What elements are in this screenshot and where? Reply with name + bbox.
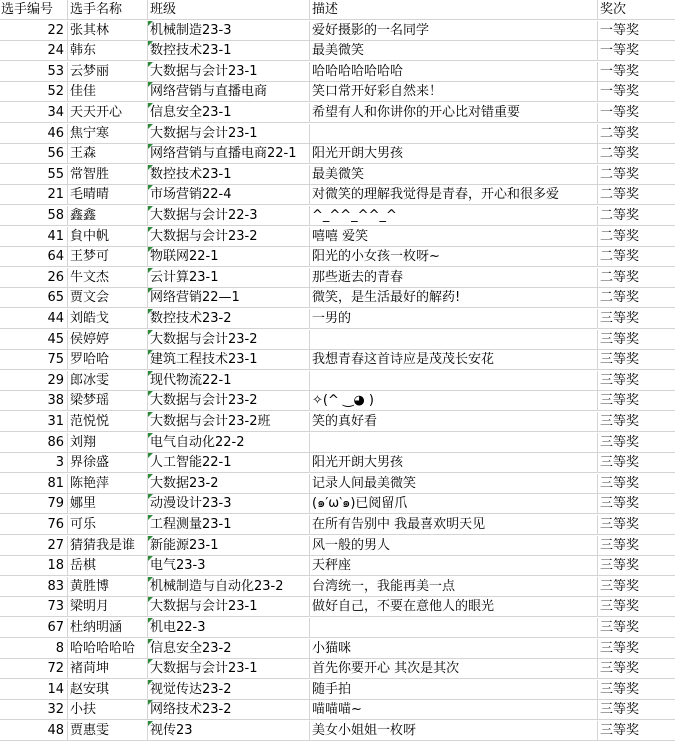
cell-name[interactable]: 罗哈哈: [68, 350, 148, 370]
cell-desc[interactable]: ✧(^ ‿◕ ): [310, 391, 598, 411]
cell-award[interactable]: 三等奖: [598, 639, 675, 659]
cell-desc[interactable]: 希望有人和你讲你的开心比对错重要: [310, 103, 598, 123]
cell-id[interactable]: 24: [0, 41, 68, 61]
cell-class[interactable]: 数控技术23-2: [148, 309, 310, 329]
cell-class[interactable]: 大数据与会计23-2: [148, 227, 310, 247]
cell-name[interactable]: 赵安琪: [68, 680, 148, 700]
cell-class[interactable]: 电气自动化22-2: [148, 433, 310, 453]
cell-desc[interactable]: 我想青春这首诗应是茂茂长安花: [310, 350, 598, 370]
cell-id[interactable]: 8: [0, 639, 68, 659]
table-row: [0, 536, 675, 556]
cell-class[interactable]: 视传23: [148, 721, 310, 741]
cell-award[interactable]: 三等奖: [598, 700, 675, 720]
cell-desc[interactable]: [310, 618, 598, 638]
cell-desc[interactable]: 对微笑的理解我觉得是青春，开心和很多爱: [310, 185, 598, 205]
cell-id[interactable]: 31: [0, 412, 68, 432]
cell-desc[interactable]: 首先你要开心 其次是其次: [310, 659, 598, 679]
cell-desc[interactable]: 天秤座: [310, 556, 598, 576]
cell-class[interactable]: 网络营销22—1: [148, 288, 310, 308]
cell-desc[interactable]: [310, 433, 598, 453]
cell-desc[interactable]: ^_^^_^^_^: [310, 206, 598, 226]
cell-class[interactable]: 动漫设计23-3: [148, 494, 310, 514]
cell-id[interactable]: 29: [0, 371, 68, 391]
cell-class[interactable]: 大数据与会计23-1: [148, 659, 310, 679]
table-row: [0, 618, 675, 638]
cell-name[interactable]: 王森: [68, 144, 148, 164]
cell-id[interactable]: 79: [0, 494, 68, 514]
table-row: [0, 556, 675, 576]
cell-award[interactable]: 三等奖: [598, 536, 675, 556]
cell-class[interactable]: 电气23-3: [148, 556, 310, 576]
cell-class[interactable]: 新能源23-1: [148, 536, 310, 556]
cell-class[interactable]: 网络营销与直播电商: [148, 82, 310, 102]
cell-name[interactable]: 褚苘坤: [68, 659, 148, 679]
table-row: [0, 21, 675, 41]
cell-award[interactable]: 三等奖: [598, 412, 675, 432]
cell-id[interactable]: 73: [0, 597, 68, 617]
cell-class[interactable]: 大数据与会计22-3: [148, 206, 310, 226]
table-row: [0, 577, 675, 597]
cell-id[interactable]: 34: [0, 103, 68, 123]
cell-desc[interactable]: 阳光开朗大男孩: [310, 453, 598, 473]
cell-class[interactable]: 现代物流22-1: [148, 371, 310, 391]
cell-name[interactable]: 焦宁寒: [68, 124, 148, 144]
cell-desc[interactable]: 风一般的男人: [310, 536, 598, 556]
cell-class[interactable]: 大数据与会计23-2班: [148, 412, 310, 432]
cell-award[interactable]: 三等奖: [598, 330, 675, 350]
cell-id[interactable]: 55: [0, 165, 68, 185]
table-row: [0, 165, 675, 185]
cell-class[interactable]: 大数据与会计23-1: [148, 597, 310, 617]
table-row: [0, 721, 675, 741]
cell-award[interactable]: 二等奖: [598, 206, 675, 226]
header-name[interactable]: 选手名称: [68, 0, 148, 20]
cell-class[interactable]: 建筑工程技术23-1: [148, 350, 310, 370]
cell-id[interactable]: 65: [0, 288, 68, 308]
cell-name[interactable]: 天天开心: [68, 103, 148, 123]
table-row: [0, 309, 675, 329]
cell-class[interactable]: 机电22-3: [148, 618, 310, 638]
cell-award[interactable]: 三等奖: [598, 391, 675, 411]
cell-id[interactable]: 53: [0, 62, 68, 82]
cell-name[interactable]: 韩东: [68, 41, 148, 61]
cell-desc[interactable]: 哈哈哈哈哈哈哈: [310, 62, 598, 82]
cell-desc[interactable]: 微笑，是生活最好的解药!: [310, 288, 598, 308]
cell-id[interactable]: 67: [0, 618, 68, 638]
cell-award[interactable]: 三等奖: [598, 309, 675, 329]
table-row: [0, 659, 675, 679]
cell-id[interactable]: 86: [0, 433, 68, 453]
cell-desc[interactable]: 美女小姐姐一枚呀: [310, 721, 598, 741]
cell-id[interactable]: 32: [0, 700, 68, 720]
cell-id[interactable]: 52: [0, 82, 68, 102]
table-row: [0, 268, 675, 288]
table-row: [0, 124, 675, 144]
cell-award[interactable]: 三等奖: [598, 494, 675, 514]
cell-desc[interactable]: 最美微笑: [310, 41, 598, 61]
cell-desc[interactable]: 在所有告别中 我最喜欢明天见: [310, 515, 598, 535]
cell-name[interactable]: 牛文杰: [68, 268, 148, 288]
cell-name[interactable]: 王梦可: [68, 247, 148, 267]
cell-id[interactable]: 83: [0, 577, 68, 597]
cell-award[interactable]: 二等奖: [598, 227, 675, 247]
cell-name[interactable]: 猜猜我是谁: [68, 536, 148, 556]
cell-award[interactable]: 一等奖: [598, 21, 675, 41]
cell-id[interactable]: 72: [0, 659, 68, 679]
cell-id[interactable]: 64: [0, 247, 68, 267]
cell-award[interactable]: 三等奖: [598, 597, 675, 617]
cell-desc[interactable]: 喵喵喵~: [310, 700, 598, 720]
cell-name[interactable]: 毛晴晴: [68, 185, 148, 205]
cell-class[interactable]: 机械制造23-3: [148, 21, 310, 41]
table-row: [0, 185, 675, 205]
table-row: [0, 412, 675, 432]
cell-id[interactable]: 46: [0, 124, 68, 144]
table-row: [0, 330, 675, 350]
table-row: [0, 597, 675, 617]
header-award[interactable]: 奖次: [598, 0, 675, 20]
cell-desc[interactable]: 阳光的小女孩一枚呀~: [310, 247, 598, 267]
cell-award[interactable]: 三等奖: [598, 453, 675, 473]
table-row: [0, 82, 675, 102]
table-row: [0, 288, 675, 308]
cell-name[interactable]: 杜纳明涵: [68, 618, 148, 638]
cell-name[interactable]: 娜里: [68, 494, 148, 514]
cell-desc[interactable]: 记录人间最美微笑: [310, 474, 598, 494]
table-row: [0, 474, 675, 494]
cell-class[interactable]: 大数据23-2: [148, 474, 310, 494]
cell-award[interactable]: 三等奖: [598, 474, 675, 494]
cell-name[interactable]: 貟中帆: [68, 227, 148, 247]
cell-desc[interactable]: 那些逝去的青春: [310, 268, 598, 288]
cell-award[interactable]: 一等奖: [598, 82, 675, 102]
cell-desc[interactable]: 阳光开朗大男孩: [310, 144, 598, 164]
cell-class[interactable]: 网络营销与直播电商22-1: [148, 144, 310, 164]
cell-name[interactable]: 刘皓戈: [68, 309, 148, 329]
cell-name[interactable]: 贾惠雯: [68, 721, 148, 741]
table-row: [0, 350, 675, 370]
cell-desc[interactable]: 随手拍: [310, 680, 598, 700]
cell-desc[interactable]: 台湾统一，我能再美一点: [310, 577, 598, 597]
cell-award[interactable]: 二等奖: [598, 165, 675, 185]
cell-desc[interactable]: 一男的: [310, 309, 598, 329]
cell-award[interactable]: 一等奖: [598, 41, 675, 61]
cell-award[interactable]: 一等奖: [598, 103, 675, 123]
cell-award[interactable]: 三等奖: [598, 556, 675, 576]
table-row: [0, 62, 675, 82]
cell-id[interactable]: 58: [0, 206, 68, 226]
cell-class[interactable]: 信息安全23-2: [148, 639, 310, 659]
table-row: [0, 433, 675, 453]
header-id[interactable]: 选手编号: [0, 0, 68, 20]
cell-desc[interactable]: [310, 371, 598, 391]
cell-name[interactable]: 云梦丽: [68, 62, 148, 82]
cell-id[interactable]: 45: [0, 330, 68, 350]
cell-award[interactable]: 二等奖: [598, 144, 675, 164]
cell-name[interactable]: 小扶: [68, 700, 148, 720]
cell-name[interactable]: 黄胜博: [68, 577, 148, 597]
table-row: [0, 391, 675, 411]
table-row: [0, 41, 675, 61]
cell-class[interactable]: 云计算23-1: [148, 268, 310, 288]
cell-name[interactable]: 梁明月: [68, 597, 148, 617]
cell-name[interactable]: 界徐盛: [68, 453, 148, 473]
cell-desc[interactable]: 嘻嘻 爱笑: [310, 227, 598, 247]
cell-id[interactable]: 75: [0, 350, 68, 370]
cell-award[interactable]: 三等奖: [598, 577, 675, 597]
cell-desc[interactable]: 笑口常开好彩自然来！: [310, 82, 598, 102]
header-class[interactable]: 班级: [148, 0, 310, 20]
table-row: [0, 453, 675, 473]
cell-award[interactable]: 三等奖: [598, 721, 675, 741]
table-row: [0, 371, 675, 391]
cell-id[interactable]: 14: [0, 680, 68, 700]
cell-desc[interactable]: (๑′ω‵๑)已阅留爪: [310, 494, 598, 514]
table-row: [0, 700, 675, 720]
cell-class[interactable]: 大数据与会计23-2: [148, 391, 310, 411]
cell-desc[interactable]: 笑的真好看: [310, 412, 598, 432]
cell-class[interactable]: 数控技术23-1: [148, 41, 310, 61]
header-desc[interactable]: 描述: [310, 0, 598, 20]
cell-class[interactable]: 大数据与会计23-2: [148, 330, 310, 350]
cell-name[interactable]: 陈艳萍: [68, 474, 148, 494]
cell-desc[interactable]: [310, 330, 598, 350]
cell-id[interactable]: 3: [0, 453, 68, 473]
cell-award[interactable]: 二等奖: [598, 124, 675, 144]
cell-id[interactable]: 26: [0, 268, 68, 288]
table-row: [0, 227, 675, 247]
table-row: [0, 680, 675, 700]
cell-name[interactable]: 佳佳: [68, 82, 148, 102]
table-row: [0, 639, 675, 659]
cell-award[interactable]: 三等奖: [598, 371, 675, 391]
cell-class[interactable]: 视觉传达23-2: [148, 680, 310, 700]
cell-award[interactable]: 三等奖: [598, 350, 675, 370]
table-row: [0, 247, 675, 267]
table-row: [0, 515, 675, 535]
cell-class[interactable]: 市场营销22-4: [148, 185, 310, 205]
cell-class[interactable]: 网络技术23-2: [148, 700, 310, 720]
cell-class[interactable]: 物联网22-1: [148, 247, 310, 267]
table-row: [0, 494, 675, 514]
cell-name[interactable]: 范悦悦: [68, 412, 148, 432]
cell-id[interactable]: 48: [0, 721, 68, 741]
cell-award[interactable]: 三等奖: [598, 515, 675, 535]
cell-class[interactable]: 大数据与会计23-1: [148, 124, 310, 144]
cell-class[interactable]: 信息安全23-1: [148, 103, 310, 123]
cell-id[interactable]: 44: [0, 309, 68, 329]
cell-desc[interactable]: 爱好摄影的一名同学: [310, 21, 598, 41]
cell-name[interactable]: 张其林: [68, 21, 148, 41]
cell-award[interactable]: 二等奖: [598, 268, 675, 288]
cell-name[interactable]: 贾文会: [68, 288, 148, 308]
table-row: [0, 206, 675, 226]
cell-id[interactable]: 22: [0, 21, 68, 41]
cell-id[interactable]: 81: [0, 474, 68, 494]
cell-award[interactable]: 三等奖: [598, 618, 675, 638]
cell-award[interactable]: 二等奖: [598, 288, 675, 308]
cell-name[interactable]: 岳棋: [68, 556, 148, 576]
cell-class[interactable]: 人工智能22-1: [148, 453, 310, 473]
cell-class[interactable]: 机械制造与自动化23-2: [148, 577, 310, 597]
cell-class[interactable]: 数控技术23-1: [148, 165, 310, 185]
cell-award[interactable]: 三等奖: [598, 680, 675, 700]
cell-class[interactable]: 大数据与会计23-1: [148, 62, 310, 82]
cell-name[interactable]: 常智胜: [68, 165, 148, 185]
table-row: [0, 103, 675, 123]
header-row: [0, 0, 675, 20]
cell-award[interactable]: 一等奖: [598, 62, 675, 82]
cell-name[interactable]: 哈哈哈哈哈: [68, 639, 148, 659]
cell-name[interactable]: 鑫鑫: [68, 206, 148, 226]
cell-id[interactable]: 76: [0, 515, 68, 535]
cell-award[interactable]: 二等奖: [598, 185, 675, 205]
cell-name[interactable]: 郎冰雯: [68, 371, 148, 391]
cell-award[interactable]: 二等奖: [598, 247, 675, 267]
cell-class[interactable]: 工程测量23-1: [148, 515, 310, 535]
cell-desc[interactable]: [310, 124, 598, 144]
cell-id[interactable]: 56: [0, 144, 68, 164]
cell-name[interactable]: 梁梦瑶: [68, 391, 148, 411]
cell-id[interactable]: 21: [0, 185, 68, 205]
cell-desc[interactable]: 小猫咪: [310, 639, 598, 659]
cell-id[interactable]: 41: [0, 227, 68, 247]
cell-name[interactable]: 侯婷婷: [68, 330, 148, 350]
cell-name[interactable]: 刘翔: [68, 433, 148, 453]
cell-id[interactable]: 18: [0, 556, 68, 576]
cell-name[interactable]: 可乐: [68, 515, 148, 535]
cell-desc[interactable]: 做好自己，不要在意他人的眼光: [310, 597, 598, 617]
cell-id[interactable]: 38: [0, 391, 68, 411]
cell-award[interactable]: 三等奖: [598, 659, 675, 679]
cell-award[interactable]: 三等奖: [598, 433, 675, 453]
cell-desc[interactable]: 最美微笑: [310, 165, 598, 185]
cell-id[interactable]: 27: [0, 536, 68, 556]
table-row: [0, 144, 675, 164]
